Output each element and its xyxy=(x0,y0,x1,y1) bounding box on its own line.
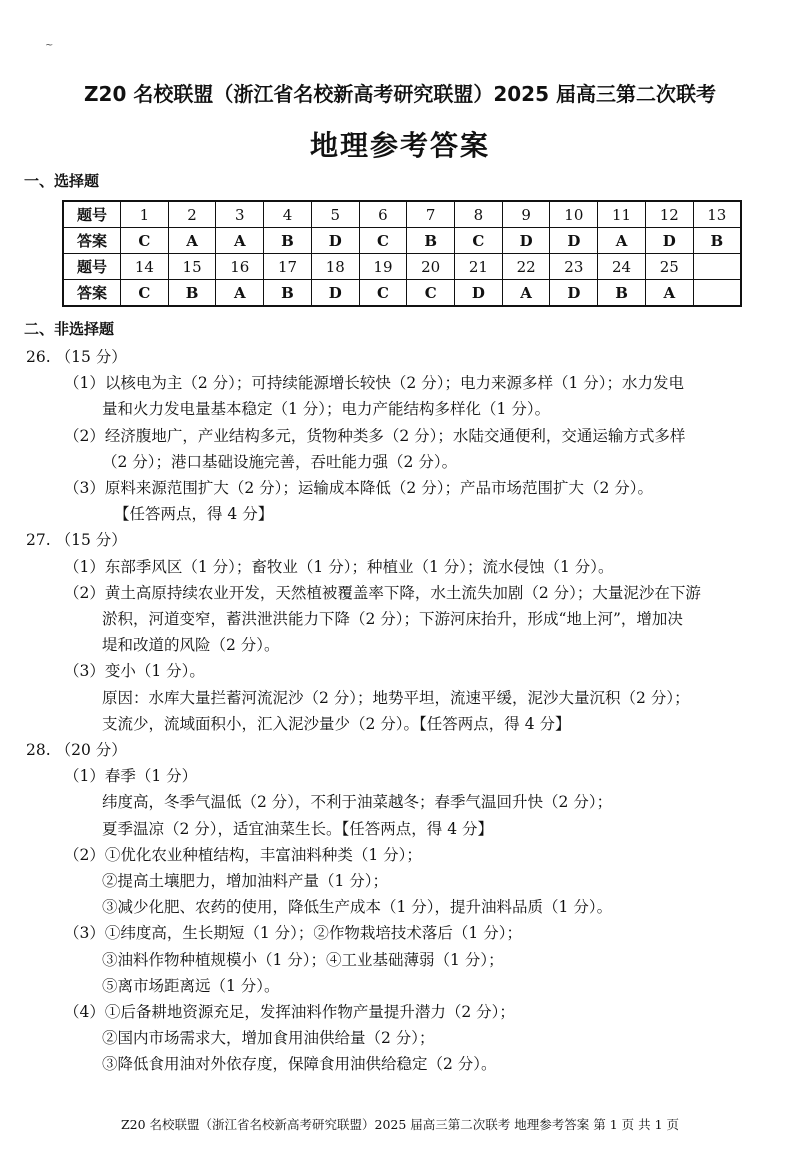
answer-row xyxy=(63,280,741,307)
answer-cell: D xyxy=(502,228,550,254)
answer-row xyxy=(63,228,741,254)
section-nonchoice-heading: 二、非选择题 xyxy=(24,320,115,338)
question-number: 11 xyxy=(598,201,646,228)
answer-line: 夏季温凉（2 分），适宜油菜生长。【任答两点，得 4 分】 xyxy=(102,819,494,838)
answer-cell: C xyxy=(359,280,407,307)
page-footer: Z20 名校联盟（浙江省名校新高考研究联盟）2025 届高三第二次联考 地理参考答案 第 1 页 共 1 页 xyxy=(120,1117,680,1132)
question-27-heading: 27. （15 分） xyxy=(26,531,127,550)
answer-line: 原因：水库大量拦蓄河流泥沙（2 分）；地势平坦，流速平缓，泥沙大量沉积（2 分）； xyxy=(102,688,690,707)
answer-line: 纬度高，冬季气温低（2 分），不利于油菜越冬；春季气温回升快（2 分）； xyxy=(102,793,613,812)
answer-line: ③减少化肥、农药的使用，降低生产成本（1 分），提升油料品质（1 分）。 xyxy=(102,898,613,917)
answer-cell: C xyxy=(455,228,503,254)
question-number: 25 xyxy=(645,254,693,280)
answer-line: （3）变小（1 分）。 xyxy=(64,662,205,681)
scan-mark: ~ xyxy=(45,40,54,51)
answer-cell: D xyxy=(311,228,359,254)
question-number: 22 xyxy=(502,254,550,280)
question-number: 19 xyxy=(359,254,407,280)
answer-line: （2）①优化农业种植结构，丰富油料种类（1 分）； xyxy=(64,845,422,864)
question-number: 12 xyxy=(645,201,693,228)
question-26-heading: 26. （15 分） xyxy=(26,348,127,366)
question-number: 14 xyxy=(121,254,169,280)
answer-cell: C xyxy=(359,228,407,254)
answer-line: （3）原料来源范围扩大（2 分）；运输成本降低（2 分）；产品市场范围扩大（2 分）。 xyxy=(64,479,653,498)
answer-line: （4）①后备耕地资源充足，发挥油料作物产量提升潜力（2 分）； xyxy=(64,1003,515,1022)
answer-line: ②国内市场需求大，增加食用油供给量（2 分）； xyxy=(102,1029,435,1048)
question-number: 4 xyxy=(264,201,312,228)
question-number: 24 xyxy=(598,254,646,280)
question-number: 10 xyxy=(550,201,598,228)
answer-line: （1）东部季风区（1 分）；畜牧业（1 分）；种植业（1 分）；流水侵蚀（1 分）。 xyxy=(64,557,614,576)
answer-cell: B xyxy=(168,280,216,307)
question-number: 18 xyxy=(311,254,359,280)
answer-cell: C xyxy=(121,228,169,254)
question-number: 20 xyxy=(407,254,455,280)
answer-cell: B xyxy=(264,228,312,254)
answer-line: 淤积，河道变窄，蓄洪泄洪能力下降（2 分）；下游河床抬升，形成“地上河”，增加决 xyxy=(102,610,683,629)
answer-line: 量和火力发电量基本稳定（1 分）；电力产能结构多样化（1 分）。 xyxy=(102,400,551,419)
question-number: 16 xyxy=(216,254,264,280)
answer-cell: A xyxy=(168,228,216,254)
question-number: 9 xyxy=(502,201,550,228)
question-number: 8 xyxy=(455,201,503,228)
answer-body xyxy=(26,344,786,1078)
question-number-row xyxy=(63,201,741,228)
question-number: 2 xyxy=(168,201,216,228)
answer-cell: C xyxy=(407,280,455,307)
answer-line: ⑤离市场距离远（1 分）。 xyxy=(102,976,280,995)
answer-line: 支流少，流域面积小，汇入泥沙量少（2 分）。【任答两点，得 4 分】 xyxy=(102,714,571,733)
answer-cell xyxy=(693,280,741,307)
answer-cell: A xyxy=(645,280,693,307)
question-number: 6 xyxy=(359,201,407,228)
answer-line: （2）黄土高原持续农业开发，天然植被覆盖率下降，水土流失加剧（2 分）；大量泥沙在下游 xyxy=(64,583,701,602)
answer-cell: A xyxy=(598,228,646,254)
answer-cell: D xyxy=(550,228,598,254)
answer-line: （2）经济腹地广，产业结构多元，货物种类多（2 分）；水陆交通便利，交通运输方式多样 xyxy=(64,426,686,445)
question-number: 13 xyxy=(693,201,741,228)
row-label: 答案 xyxy=(63,280,121,307)
answer-line: （2 分）；港口基础设施完善，吞吐能力强（2 分）。 xyxy=(102,452,458,471)
question-number: 21 xyxy=(455,254,503,280)
answer-line: 堤和改道的风险（2 分）。 xyxy=(102,636,280,655)
row-label: 题号 xyxy=(63,254,121,280)
question-number: 17 xyxy=(264,254,312,280)
question-number: 3 xyxy=(216,201,264,228)
question-number: 15 xyxy=(168,254,216,280)
document-title: 地理参考答案 xyxy=(309,129,490,162)
scoring-note: 【任答两点，得 4 分】 xyxy=(114,505,274,524)
answer-line: （3）①纬度高，生长期短（1 分）；②作物栽培技术落后（1 分）； xyxy=(64,924,522,943)
answer-line: ②提高土壤肥力，增加油料产量（1 分）； xyxy=(102,872,389,891)
row-label: 题号 xyxy=(63,201,121,228)
question-number-row xyxy=(63,254,741,280)
answer-cell: D xyxy=(311,280,359,307)
answer-cell: A xyxy=(216,228,264,254)
question-number: 5 xyxy=(311,201,359,228)
answer-line: （1）春季（1 分） xyxy=(64,767,198,786)
question-number: 7 xyxy=(407,201,455,228)
answer-cell: B xyxy=(407,228,455,254)
answer-cell: A xyxy=(216,280,264,307)
question-number xyxy=(693,254,741,280)
answer-line: ③油料作物种植规模小（1 分）；④工业基础薄弱（1 分）； xyxy=(102,950,504,969)
answer-line: ③降低食用油对外依存度，保障食用油供给稳定（2 分）。 xyxy=(102,1055,497,1074)
answer-cell: D xyxy=(455,280,503,307)
answer-cell: B xyxy=(598,280,646,307)
answer-cell: B xyxy=(693,228,741,254)
question-number: 23 xyxy=(550,254,598,280)
question-number: 1 xyxy=(121,201,169,228)
section-choice-heading: 一、选择题 xyxy=(24,172,100,190)
answer-cell: C xyxy=(121,280,169,307)
answer-line: （1）以核电为主（2 分）；可持续能源增长较快（2 分）；电力来源多样（1 分）；水力发电 xyxy=(64,374,684,393)
answer-cell: B xyxy=(264,280,312,307)
exam-header-title: Z20 名校联盟（浙江省名校新高考研究联盟）2025 届高三第二次联考 xyxy=(84,82,716,106)
answer-cell: D xyxy=(550,280,598,307)
answer-table xyxy=(62,200,742,307)
answer-cell: D xyxy=(645,228,693,254)
row-label: 答案 xyxy=(63,228,121,254)
answer-cell: A xyxy=(502,280,550,307)
question-28-heading: 28. （20 分） xyxy=(26,741,127,760)
